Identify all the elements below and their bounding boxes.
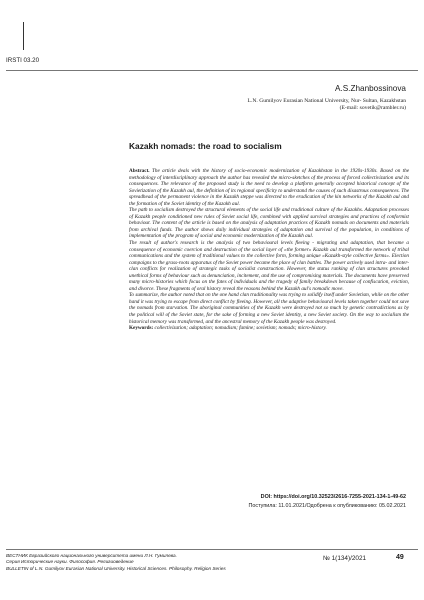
- irsti-code: IRSTI 03.20: [6, 57, 40, 64]
- journal-name: [6, 553, 306, 572]
- article-dates: Поступила: 11.01.2021/Одобрена к опубликованию: 05.02.2021: [248, 503, 406, 509]
- journal-name-line1: ВЕСТНИК Евразийского национального университета имени Л.Н. Гумилева.: [6, 553, 177, 558]
- article-body: [129, 168, 409, 332]
- header-divider: [6, 70, 418, 71]
- abstract-paragraph: [129, 168, 409, 207]
- body-paragraph-3: To summarize, the author noted that on the one hand clan traditionality was trying to solidify itself under Sovietism, while on the other hand it was trying to escape from direct conflict by fleeing. However, all the adaptive behavioural levels taken together could not save the nomads from starvation. The aboriginal communities of the Kazakh were destroyed not so much by genetic contradictions as by the political will of the Soviet state, for the sake of forming a new Soviet identity, a new Soviet society. On the way to socialism the historical memory was transformed, and the ancestral memory of the Kazakh people was destroyed.: [129, 292, 409, 325]
- abstract-text: The article deals with the history of socio-economic modernization of Kazakhstan in the 1920s-1930s. Based on the methodology of interdisciplinary approach the author has revealed the micro-sketches of the process of forced collectivization and its consequences. The relevance of the proposed study is the need to develop a platform generally accepted historical concept of the Sovietization of the Kazakh aul, the definition of its regional specificity to understand the causes of such disastrous consequences. The spreadhead of the permanent violence in the Kazakh steppe was directed to the eradication of the kin networks of the Kazakh aul and the formation of the Soviet identity of the Kazakh aul.: [129, 168, 410, 207]
- issue-number: № 1(134)/2021: [323, 555, 367, 562]
- journal-name-line3: BULLETIN of L.N. Gumilyov Eurasian National University. Historical Sciences. Philosophy. Religion Series: [6, 565, 226, 571]
- journal-name-line2: Серия Исторические науки. Философия. Религиоведение: [6, 559, 134, 565]
- body-paragraph-2: The result of author's research is the analysis of two behavioural levels fleeing - migrating and adaptation, that became a consequence of economic coercion and destruction of the social layer of «the former» Kazakh aul transformed the network of tribal communications and the system of traditional values to the collective form, forming unique «Kazakh-style collective farms». Election campaigns to the grass-roots apparatus of the Soviet power became the place of clan battles. The power actively used intra- and inter-clan conflicts for realization of strategic tasks of socialist construction. However, the status ranking of clan structures provoked unethical forms of behaviour such as denunciation, incitement, and the use of compromising materials. The documents have preserved many micro-histories which focus on the fates of individuals and the tragedy of family breakdown because of confiscation, eviction, and divorce. These fragments of oral history reveal the reasons behind the Kazakh aul's nomadic move.: [129, 240, 409, 292]
- page-number: 49: [396, 554, 404, 561]
- article-doi: DOI: https://doi.org/10.32523/2616-7255-2021-134-1-49-62: [260, 494, 406, 500]
- keywords-label: Keywords:: [129, 325, 154, 332]
- body-paragraph-1: The path to socialism destroyed the structural elements of the social life and traditional culture of the Kazakhs. Adaptation processes of Kazakh people conditioned new rules of Soviet social life, combined with applied survival strategies and practices of conformist behaviour. The content of the article is based on the analysis of adaptation practices of Kazakh nomads on documents and materials from archival funds. The author shows daily individual strategies of adaptation and survival of the population, in conditions of implementation of the program of social and economic modernization of the Kazakh aul.: [129, 207, 409, 240]
- author-email: (E-mail: sovetik@rambler.ru): [339, 105, 406, 111]
- keywords-text: collectivization; adaptation; nomadism; famine; sovietism; nomads; micro-history.: [154, 325, 327, 332]
- keywords-paragraph: [129, 325, 409, 332]
- footer-divider: [6, 549, 418, 550]
- article-title: Kazakh nomads: the road to socialism: [129, 141, 282, 151]
- abstract-label: Abstract.: [129, 168, 150, 174]
- author-name: A.S.Zhanbossinova: [334, 84, 406, 93]
- author-affiliation: L.N. Gumilyov Eurasian National University, Nur- Sultan, Kazakhstan: [247, 98, 406, 104]
- margin-rule: [23, 22, 24, 50]
- author-block: [106, 84, 406, 112]
